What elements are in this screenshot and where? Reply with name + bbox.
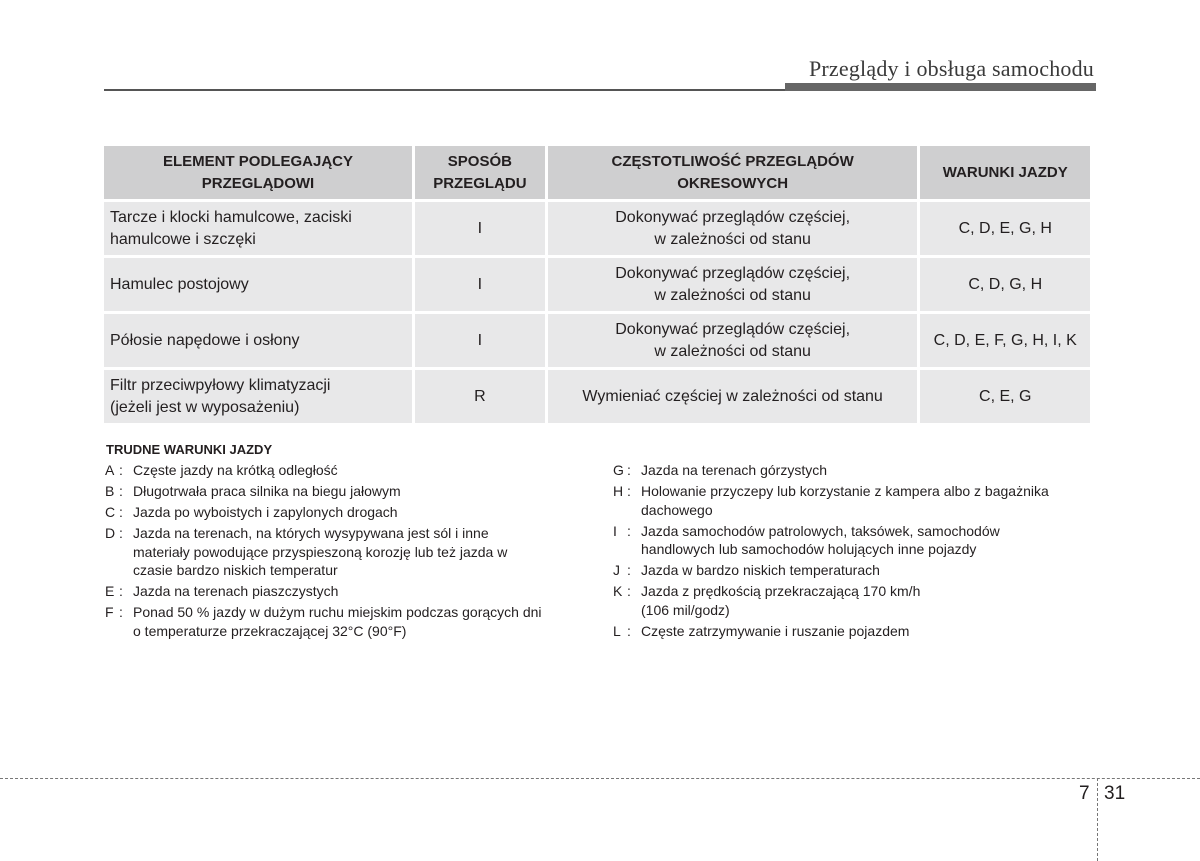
cell-frequency: Dokonywać przeglądów częściej, w zależności od stanu	[548, 314, 918, 367]
cell-method: I	[415, 314, 545, 367]
table-row	[104, 258, 1090, 311]
page-number: 31	[1104, 783, 1126, 804]
list-item: H : Holowanie przyczepy lub korzystanie z kampera albo z bagażnika dachowego	[613, 483, 1049, 518]
cell-conditions: C, D, E, G, H	[920, 202, 1090, 255]
list-item: D : Jazda na terenach, na których wysypywana jest sól i inne materiały powodujące przyspieszoną korozję lub też jazda w czasie bardzo niskich temperatur	[105, 525, 508, 579]
page-header-title: Przeglądy i obsługa samochodu	[808, 56, 1094, 81]
cell-element: Tarcze i klocki hamulcowe, zaciski hamulcowe i szczęki	[104, 202, 412, 255]
column-header-element: ELEMENT PODLEGAJĄCY PRZEGLĄDOWI	[104, 146, 412, 199]
cell-element: Hamulec postojowy	[104, 258, 412, 311]
list-item: J : Jazda w bardzo niskich temperaturach	[613, 562, 880, 579]
list-item: I : Jazda samochodów patrolowych, taksówek, samochodów handlowych lub samochodów holujących inne pojazdy	[613, 522, 1000, 558]
table-header-row	[104, 146, 1090, 199]
footer-vertical-divider	[1097, 778, 1098, 861]
list-item: G : Jazda na terenach górzystych	[613, 462, 827, 478]
header-rule-accent	[785, 83, 1096, 91]
maintenance-table	[101, 143, 1093, 426]
cell-frequency: Dokonywać przeglądów częściej, w zależności od stanu	[548, 202, 918, 255]
column-header-conditions: WARUNKI JAZDY	[920, 146, 1090, 199]
cell-method: I	[415, 258, 545, 311]
table-row	[104, 202, 1090, 255]
conditions-list-left	[105, 461, 595, 643]
chapter-number: 7	[1079, 783, 1090, 804]
cell-conditions: C, D, G, H	[920, 258, 1090, 311]
footer-divider	[0, 778, 1200, 779]
list-item: B : Długotrwała praca silnika na biegu jałowym	[105, 483, 401, 500]
column-header-frequency: CZĘSTOTLIWOŚĆ PRZEGLĄDÓW OKRESOWYCH	[548, 146, 918, 199]
cell-method: I	[415, 202, 545, 255]
list-item: K : Jazda z prędkością przekraczającą 170 km/h (106 mil/godz)	[613, 583, 921, 618]
list-item: F : Ponad 50 % jazdy w dużym ruchu miejskim podczas gorących dni o temperaturze przekraczającej 32°C (90°F)	[105, 604, 542, 639]
column-header-method: SPOSÓB PRZEGLĄDU	[415, 146, 545, 199]
table-row	[104, 370, 1090, 423]
list-item: C : Jazda po wyboistych i zapylonych drogach	[105, 504, 398, 521]
conditions-title: TRUDNE WARUNKI JAZDY	[106, 442, 273, 457]
conditions-list-right	[613, 461, 1103, 643]
cell-element: Filtr przeciwpyłowy klimatyzacji (jeżeli jest w wyposażeniu)	[104, 370, 412, 423]
list-item: L : Częste zatrzymywanie i ruszanie pojazdem	[613, 622, 910, 639]
list-item: A : Częste jazdy na krótką odległość	[105, 462, 338, 478]
cell-conditions: C, E, G	[920, 370, 1090, 423]
cell-frequency: Dokonywać przeglądów częściej, w zależności od stanu	[548, 258, 918, 311]
cell-conditions: C, D, E, F, G, H, I, K	[920, 314, 1090, 367]
table-row	[104, 314, 1090, 367]
cell-element: Półosie napędowe i osłony	[104, 314, 412, 367]
list-item: E : Jazda na terenach piaszczystych	[105, 583, 339, 600]
cell-frequency: Wymieniać częściej w zależności od stanu	[548, 370, 918, 423]
cell-method: R	[415, 370, 545, 423]
